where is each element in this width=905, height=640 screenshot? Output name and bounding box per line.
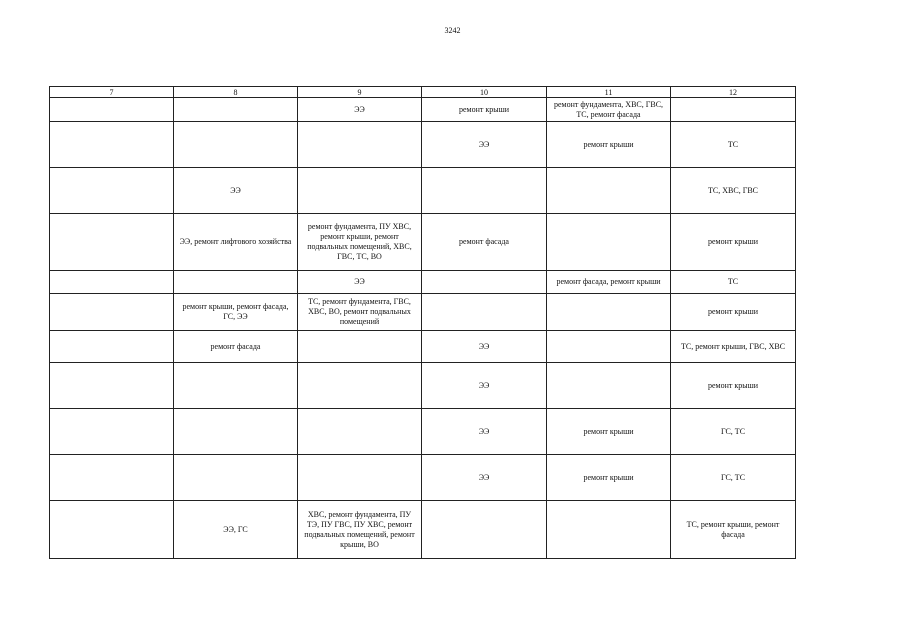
- table-cell: ЭЭ: [422, 363, 547, 409]
- table-cell: [422, 271, 547, 294]
- table-row: [50, 409, 796, 455]
- header-row: [50, 87, 796, 98]
- table-cell: [298, 122, 422, 168]
- column-header: 9: [298, 87, 422, 98]
- table-cell: ремонт крыши: [422, 98, 547, 122]
- table-row: [50, 168, 796, 214]
- table-cell: [50, 98, 174, 122]
- page-number: 3242: [444, 26, 461, 35]
- table-cell: ремонт фундамента, ХВС, ГВС, ТС, ремонт фасада: [547, 98, 671, 122]
- table-cell: ремонт фундамента, ПУ ХВС, ремонт крыши, ремонт подвальных помещений, ХВС, ГВС, ТС, ВО: [298, 214, 422, 271]
- table-cell: [50, 409, 174, 455]
- table-row: [50, 271, 796, 294]
- table-row: [50, 331, 796, 363]
- table-row: [50, 294, 796, 331]
- table-cell: [547, 501, 671, 559]
- table-cell: [50, 294, 174, 331]
- table-cell: [422, 168, 547, 214]
- data-table: [49, 86, 796, 559]
- table-cell: [547, 214, 671, 271]
- table-row: [50, 98, 796, 122]
- table-cell: ТС, ремонт крыши, ГВС, ХВС: [671, 331, 796, 363]
- table-cell: [50, 455, 174, 501]
- table-cell: [298, 363, 422, 409]
- table-cell: [50, 363, 174, 409]
- table-cell: ремонт крыши: [547, 455, 671, 501]
- table-cell: ЭЭ: [422, 331, 547, 363]
- column-header: 7: [50, 87, 174, 98]
- table-cell: [50, 271, 174, 294]
- table-cell: ремонт фасада: [422, 214, 547, 271]
- table-cell: ремонт крыши, ремонт фасада, ГС, ЭЭ: [174, 294, 298, 331]
- table-cell: ремонт крыши: [671, 363, 796, 409]
- table-cell: [174, 98, 298, 122]
- table-cell: [174, 271, 298, 294]
- table-cell: [50, 168, 174, 214]
- table-cell: ремонт фасада, ремонт крыши: [547, 271, 671, 294]
- table-cell: ремонт крыши: [547, 122, 671, 168]
- table-cell: ЭЭ, ГС: [174, 501, 298, 559]
- table-cell: ЭЭ: [422, 409, 547, 455]
- table-cell: ХВС, ремонт фундамента, ПУ ТЭ, ПУ ГВС, ПУ ХВС, ремонт подвальных помещений, ремонт крыши, ВО: [298, 501, 422, 559]
- table-cell: ремонт крыши: [547, 409, 671, 455]
- table-cell: [174, 455, 298, 501]
- table-cell: [50, 122, 174, 168]
- table-cell: [50, 214, 174, 271]
- table-cell: ЭЭ: [422, 122, 547, 168]
- table-cell: [298, 409, 422, 455]
- table-cell: ремонт фасада: [174, 331, 298, 363]
- column-header: 12: [671, 87, 796, 98]
- table-cell: [298, 331, 422, 363]
- table-cell: [547, 363, 671, 409]
- table-cell: [547, 294, 671, 331]
- column-header: 11: [547, 87, 671, 98]
- table-cell: ТС, ремонт фундамента, ГВС, ХВС, ВО, ремонт подвальных помещений: [298, 294, 422, 331]
- table-cell: [422, 501, 547, 559]
- table-cell: [547, 168, 671, 214]
- table-cell: ТС, ХВС, ГВС: [671, 168, 796, 214]
- table-cell: [174, 409, 298, 455]
- table-cell: ГС, ТС: [671, 409, 796, 455]
- table-row: [50, 363, 796, 409]
- table-cell: ремонт крыши: [671, 214, 796, 271]
- table-cell: ТС: [671, 122, 796, 168]
- column-header: 8: [174, 87, 298, 98]
- table-row: [50, 455, 796, 501]
- table-cell: [174, 363, 298, 409]
- table-row: [50, 122, 796, 168]
- table-cell: ЭЭ, ремонт лифтового хозяйства: [174, 214, 298, 271]
- column-header: 10: [422, 87, 547, 98]
- table-cell: [671, 98, 796, 122]
- table-cell: [50, 331, 174, 363]
- table-cell: ТС: [671, 271, 796, 294]
- table-cell: [298, 455, 422, 501]
- table-cell: [298, 168, 422, 214]
- table-cell: [547, 331, 671, 363]
- table-cell: ЭЭ: [174, 168, 298, 214]
- table-cell: ЭЭ: [298, 271, 422, 294]
- table-cell: ЭЭ: [298, 98, 422, 122]
- table-cell: [174, 122, 298, 168]
- table-row: [50, 501, 796, 559]
- table-cell: ЭЭ: [422, 455, 547, 501]
- table-cell: [50, 501, 174, 559]
- table-cell: [422, 294, 547, 331]
- table-cell: ГС, ТС: [671, 455, 796, 501]
- table-row: [50, 214, 796, 271]
- table-cell: ТС, ремонт крыши, ремонт фасада: [671, 501, 796, 559]
- table-cell: ремонт крыши: [671, 294, 796, 331]
